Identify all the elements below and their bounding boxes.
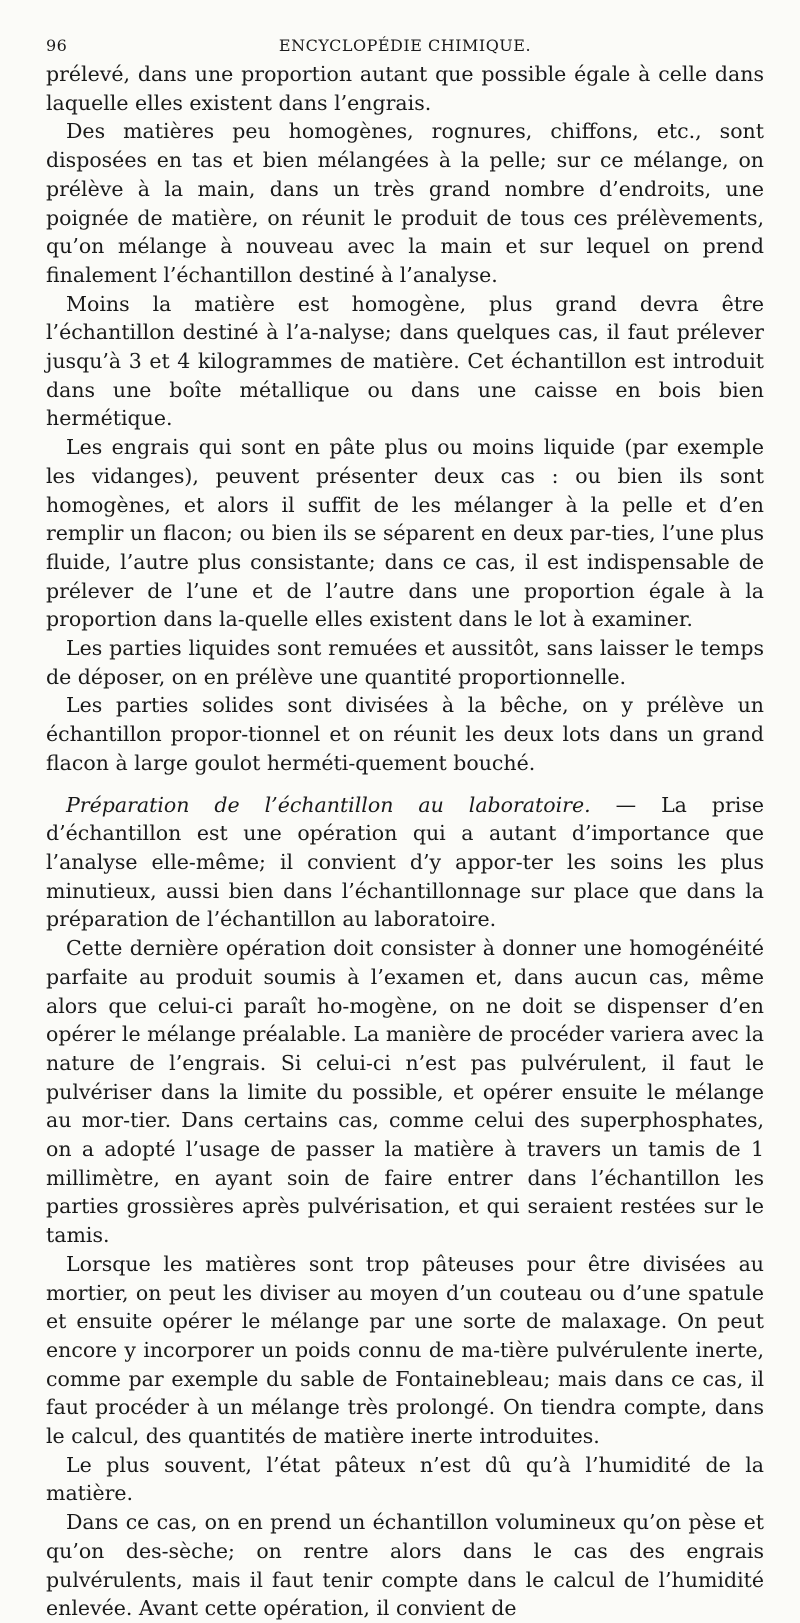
running-title: ENCYCLOPÉDIE CHIMIQUE. [278, 36, 532, 55]
section-paragraph [46, 791, 764, 935]
section-lead-text: — La prise d’échantillon est une opération qui a autant d’importance que l’analyse elle-même; il convient d’y appor-ter les soins les plus minutieux, aussi bien dans l’échantillonnage sur place que dans la préparation de l’échantillon au laboratoire. [46, 792, 765, 932]
page-header [46, 30, 764, 60]
paragraph-pasty-materials: Lorsque les matières sont trop pâteuses pour être divisées au mortier, on peut les diviser au moyen d’un couteau ou d’une spatule et ensuite opérer le mélange par une sorte de malaxage. On peut encore y incorporer un poids connu de ma-tière pulvérulente inerte, comme par exemple du sable de Fontainebleau; mais dans ce cas, il faut procéder à un mélange très prolongé. On tiendra compte, dans le calcul, des quantités de matière inerte introduites. [46, 1251, 764, 1449]
paragraph-humidity: Le plus souvent, l’état pâteux n’est dû qu’à l’humidité de la matière. [46, 1452, 764, 1506]
paragraph-liquid-parts: Les parties liquides sont remuées et aussitôt, sans laisser le temps de déposer, on en prélève une quantité proportionnelle. [46, 636, 764, 689]
paragraph-homogeneity: Cette dernière opération doit consister à donner une homogénéité parfaite au produit soumis à l’examen et, dans aucun cas, même alors que celui-ci paraît ho-mogène, on ne doit se dispenser d’en opérer le mélange préalable. La manière de procéder variera avec la nature de l’engrais. Si celui-ci n’est pas pulvérulent, il faut le pulvériser dans la limite du possible, et opérer ensuite le mélange au mor-tier. Dans certains cas, comme celui des superphosphates, on a adopté l’usage de passer la matière à travers un tamis de 1 millimètre, en ayant soin de faire entrer dans l’échantillon les parties grossières après pulvérisation, et qui seraient restées sur le tamis. [46, 936, 764, 1248]
paragraph-paste-fertilizers: Les engrais qui sont en pâte plus ou moins liquide (par exemple les vidanges), peuvent présenter deux cas : ou bien ils sont homogènes, et alors il suffit de les mélanger à la pelle et d’en remplir un flacon; ou bien ils se séparent en deux par-ties, l’une plus fluide, l’autre plus consistante; dans ce cas, il est indispensable de prélever de l’une et de l’autre dans une proportion égale à la proportion dans la-quelle elles existent dans le lot à examiner. [46, 435, 764, 632]
body-text [46, 60, 764, 1623]
paragraph-solid-parts: Les parties solides sont divisées à la bêche, on y prélève un échantillon propor-tionnel et on réunit les deux lots dans un grand flacon à large goulot herméti-quement bouché. [46, 693, 764, 775]
paragraph-sample-size: Moins la matière est homogène, plus grand devra être l’échantillon destiné à l’a-nalyse; dans quelques cas, il faut prélever jusqu’à 3 et 4 kilogrammes de matière. Cet échantillon est introduit dans une boîte métallique ou dans une caisse en bois bien hermétique. [46, 291, 764, 431]
paragraph-continuation: prélevé, dans une proportion autant que possible égale à celle dans laquelle elles existent dans l’engrais. [46, 62, 764, 115]
paragraph-drying: Dans ce cas, on en prend un échantillon volumineux qu’on pèse et qu’on des-sèche; on rentre alors dans le cas des engrais pulvérulents, mais il faut tenir compte dans le calcul de l’humidité enlevée. Avant cette opération, il convient de [46, 1510, 764, 1621]
paragraph-sampling-heterogeneous: Des matières peu homogènes, rognures, chiffons, etc., sont disposées en tas et bien mélangées à la pelle; sur ce mélange, on prélève à la main, dans un très grand nombre d’endroits, une poignée de matière, on réunit le produit de tous ces prélèvements, qu’on mélange à nouveau avec la main et sur lequel on prend finalement l’échantillon destiné à l’analyse. [46, 119, 764, 287]
section-title: Préparation de l’échantillon au laboratoire. [66, 792, 591, 817]
page-number: 96 [46, 36, 68, 55]
